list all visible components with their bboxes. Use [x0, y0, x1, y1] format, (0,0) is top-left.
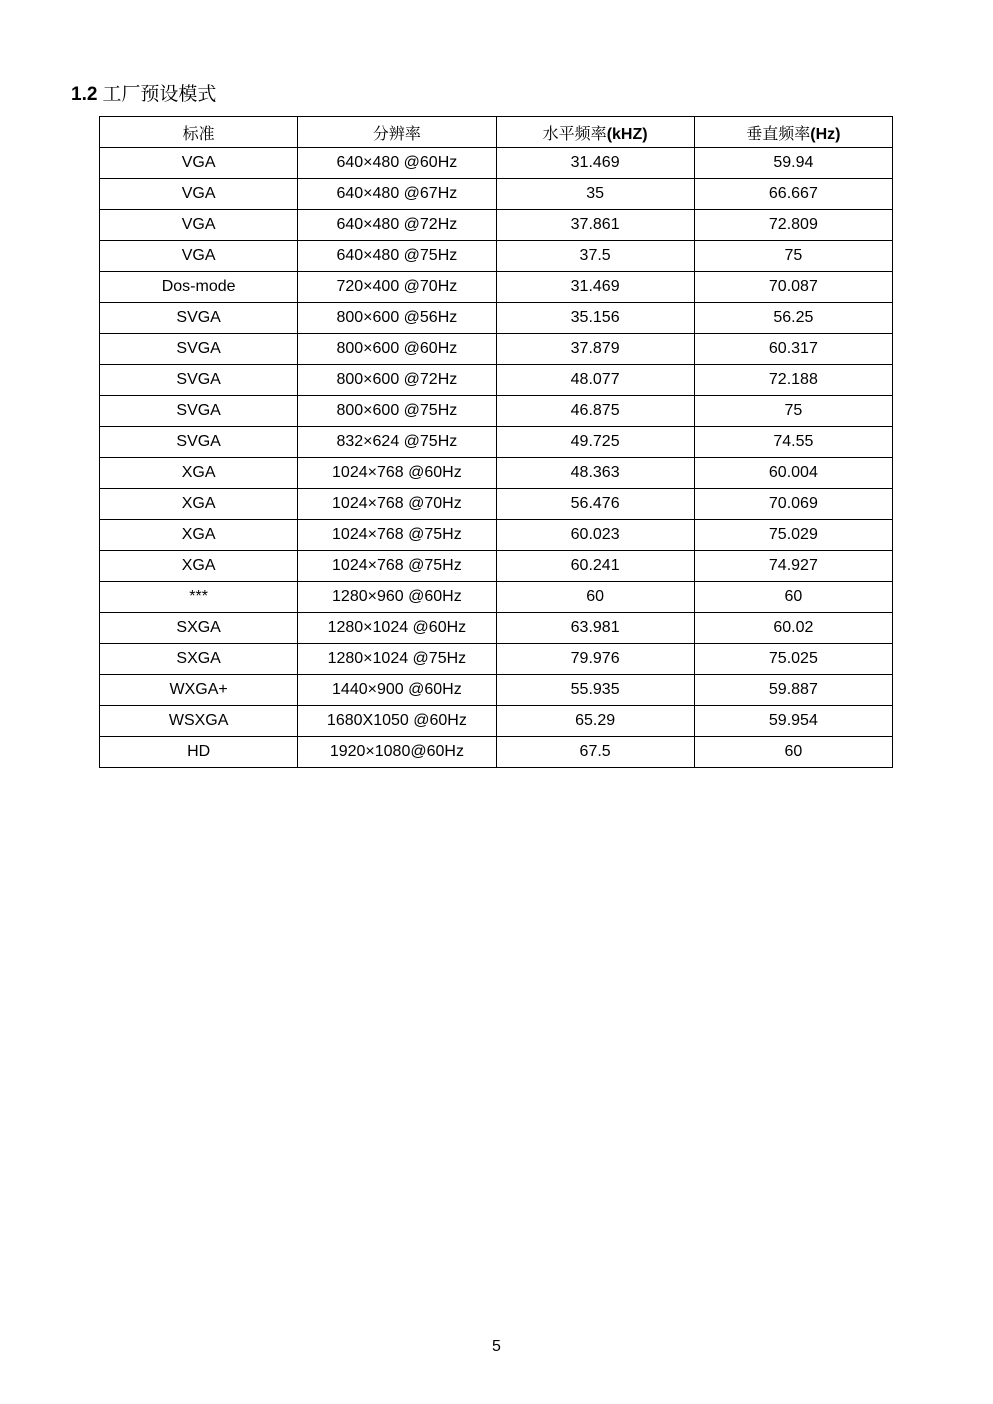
cell-resolution: 720×400 @70Hz [298, 272, 496, 303]
cell-horizontal-frequency: 60.241 [496, 551, 694, 582]
cell-resolution: 800×600 @60Hz [298, 334, 496, 365]
cell-standard: VGA [100, 179, 298, 210]
cell-horizontal-frequency: 31.469 [496, 148, 694, 179]
cell-resolution: 640×480 @67Hz [298, 179, 496, 210]
cell-horizontal-frequency: 60.023 [496, 520, 694, 551]
cell-resolution: 1024×768 @75Hz [298, 551, 496, 582]
cell-vertical-frequency: 74.927 [694, 551, 892, 582]
cell-resolution: 640×480 @72Hz [298, 210, 496, 241]
cell-vertical-frequency: 74.55 [694, 427, 892, 458]
table-row [100, 241, 893, 272]
cell-standard: WSXGA [100, 706, 298, 737]
cell-vertical-frequency: 66.667 [694, 179, 892, 210]
cell-vertical-frequency: 72.809 [694, 210, 892, 241]
cell-vertical-frequency: 75 [694, 396, 892, 427]
table-row [100, 427, 893, 458]
table-row [100, 520, 893, 551]
cell-vertical-frequency: 56.25 [694, 303, 892, 334]
cell-vertical-frequency: 60 [694, 582, 892, 613]
cell-standard: XGA [100, 489, 298, 520]
cell-vertical-frequency: 59.887 [694, 675, 892, 706]
cell-resolution: 1440×900 @60Hz [298, 675, 496, 706]
cell-resolution: 1024×768 @60Hz [298, 458, 496, 489]
cell-standard: SVGA [100, 365, 298, 396]
cell-vertical-frequency: 70.069 [694, 489, 892, 520]
cell-standard: WXGA+ [100, 675, 298, 706]
cell-resolution: 800×600 @75Hz [298, 396, 496, 427]
cell-standard: SXGA [100, 613, 298, 644]
cell-standard: XGA [100, 458, 298, 489]
cell-resolution: 1680X1050 @60Hz [298, 706, 496, 737]
cell-horizontal-frequency: 37.879 [496, 334, 694, 365]
cell-resolution: 832×624 @75Hz [298, 427, 496, 458]
cell-vertical-frequency: 59.94 [694, 148, 892, 179]
cell-standard: XGA [100, 520, 298, 551]
cell-standard: VGA [100, 241, 298, 272]
table-row [100, 644, 893, 675]
cell-horizontal-frequency: 48.363 [496, 458, 694, 489]
cell-resolution: 640×480 @75Hz [298, 241, 496, 272]
cell-vertical-frequency: 59.954 [694, 706, 892, 737]
cell-vertical-frequency: 72.188 [694, 365, 892, 396]
cell-vertical-frequency: 60.02 [694, 613, 892, 644]
cell-horizontal-frequency: 55.935 [496, 675, 694, 706]
table-row [100, 582, 893, 613]
table-row [100, 737, 893, 768]
cell-horizontal-frequency: 37.861 [496, 210, 694, 241]
cell-vertical-frequency: 60.317 [694, 334, 892, 365]
header-standard: 标准 [100, 117, 298, 148]
table-row [100, 458, 893, 489]
cell-resolution: 1024×768 @75Hz [298, 520, 496, 551]
cell-resolution: 1280×1024 @60Hz [298, 613, 496, 644]
section-title: 工厂预设模式 [102, 84, 217, 105]
cell-horizontal-frequency: 31.469 [496, 272, 694, 303]
cell-horizontal-frequency: 56.476 [496, 489, 694, 520]
header-resolution: 分辨率 [298, 117, 496, 148]
cell-horizontal-frequency: 67.5 [496, 737, 694, 768]
cell-standard: VGA [100, 210, 298, 241]
preset-modes-table [99, 116, 893, 768]
cell-standard: SXGA [100, 644, 298, 675]
cell-horizontal-frequency: 49.725 [496, 427, 694, 458]
header-vertical-frequency: 垂直频率(Hz) [694, 117, 892, 148]
table-header-row [100, 117, 893, 148]
table-row [100, 706, 893, 737]
cell-vertical-frequency: 75.025 [694, 644, 892, 675]
table-row [100, 365, 893, 396]
cell-horizontal-frequency: 35 [496, 179, 694, 210]
cell-vertical-frequency: 75.029 [694, 520, 892, 551]
cell-horizontal-frequency: 65.29 [496, 706, 694, 737]
table-row [100, 613, 893, 644]
cell-standard: SVGA [100, 396, 298, 427]
page-number: 5 [492, 1338, 501, 1355]
table-row [100, 210, 893, 241]
cell-standard: SVGA [100, 427, 298, 458]
cell-standard: Dos-mode [100, 272, 298, 303]
cell-resolution: 800×600 @56Hz [298, 303, 496, 334]
cell-vertical-frequency: 60 [694, 737, 892, 768]
table-row [100, 675, 893, 706]
cell-horizontal-frequency: 63.981 [496, 613, 694, 644]
cell-horizontal-frequency: 48.077 [496, 365, 694, 396]
cell-standard: VGA [100, 148, 298, 179]
cell-standard: SVGA [100, 334, 298, 365]
cell-vertical-frequency: 70.087 [694, 272, 892, 303]
cell-horizontal-frequency: 37.5 [496, 241, 694, 272]
table-row [100, 179, 893, 210]
cell-vertical-frequency: 60.004 [694, 458, 892, 489]
cell-horizontal-frequency: 35.156 [496, 303, 694, 334]
table-row [100, 303, 893, 334]
table-row [100, 551, 893, 582]
cell-horizontal-frequency: 79.976 [496, 644, 694, 675]
cell-horizontal-frequency: 46.875 [496, 396, 694, 427]
cell-resolution: 800×600 @72Hz [298, 365, 496, 396]
header-horizontal-frequency: 水平频率(kHZ) [496, 117, 694, 148]
cell-standard: SVGA [100, 303, 298, 334]
section-heading [71, 82, 216, 108]
table-row [100, 489, 893, 520]
cell-resolution: 1280×1024 @75Hz [298, 644, 496, 675]
cell-resolution: 1024×768 @70Hz [298, 489, 496, 520]
cell-vertical-frequency: 75 [694, 241, 892, 272]
table-row [100, 148, 893, 179]
cell-standard: XGA [100, 551, 298, 582]
table-row [100, 272, 893, 303]
cell-resolution: 1920×1080@60Hz [298, 737, 496, 768]
table-row [100, 334, 893, 365]
cell-standard: *** [100, 582, 298, 613]
cell-horizontal-frequency: 60 [496, 582, 694, 613]
table-row [100, 396, 893, 427]
section-number: 1.2 [71, 84, 98, 105]
cell-resolution: 640×480 @60Hz [298, 148, 496, 179]
cell-resolution: 1280×960 @60Hz [298, 582, 496, 613]
cell-standard: HD [100, 737, 298, 768]
table-body [100, 148, 893, 768]
